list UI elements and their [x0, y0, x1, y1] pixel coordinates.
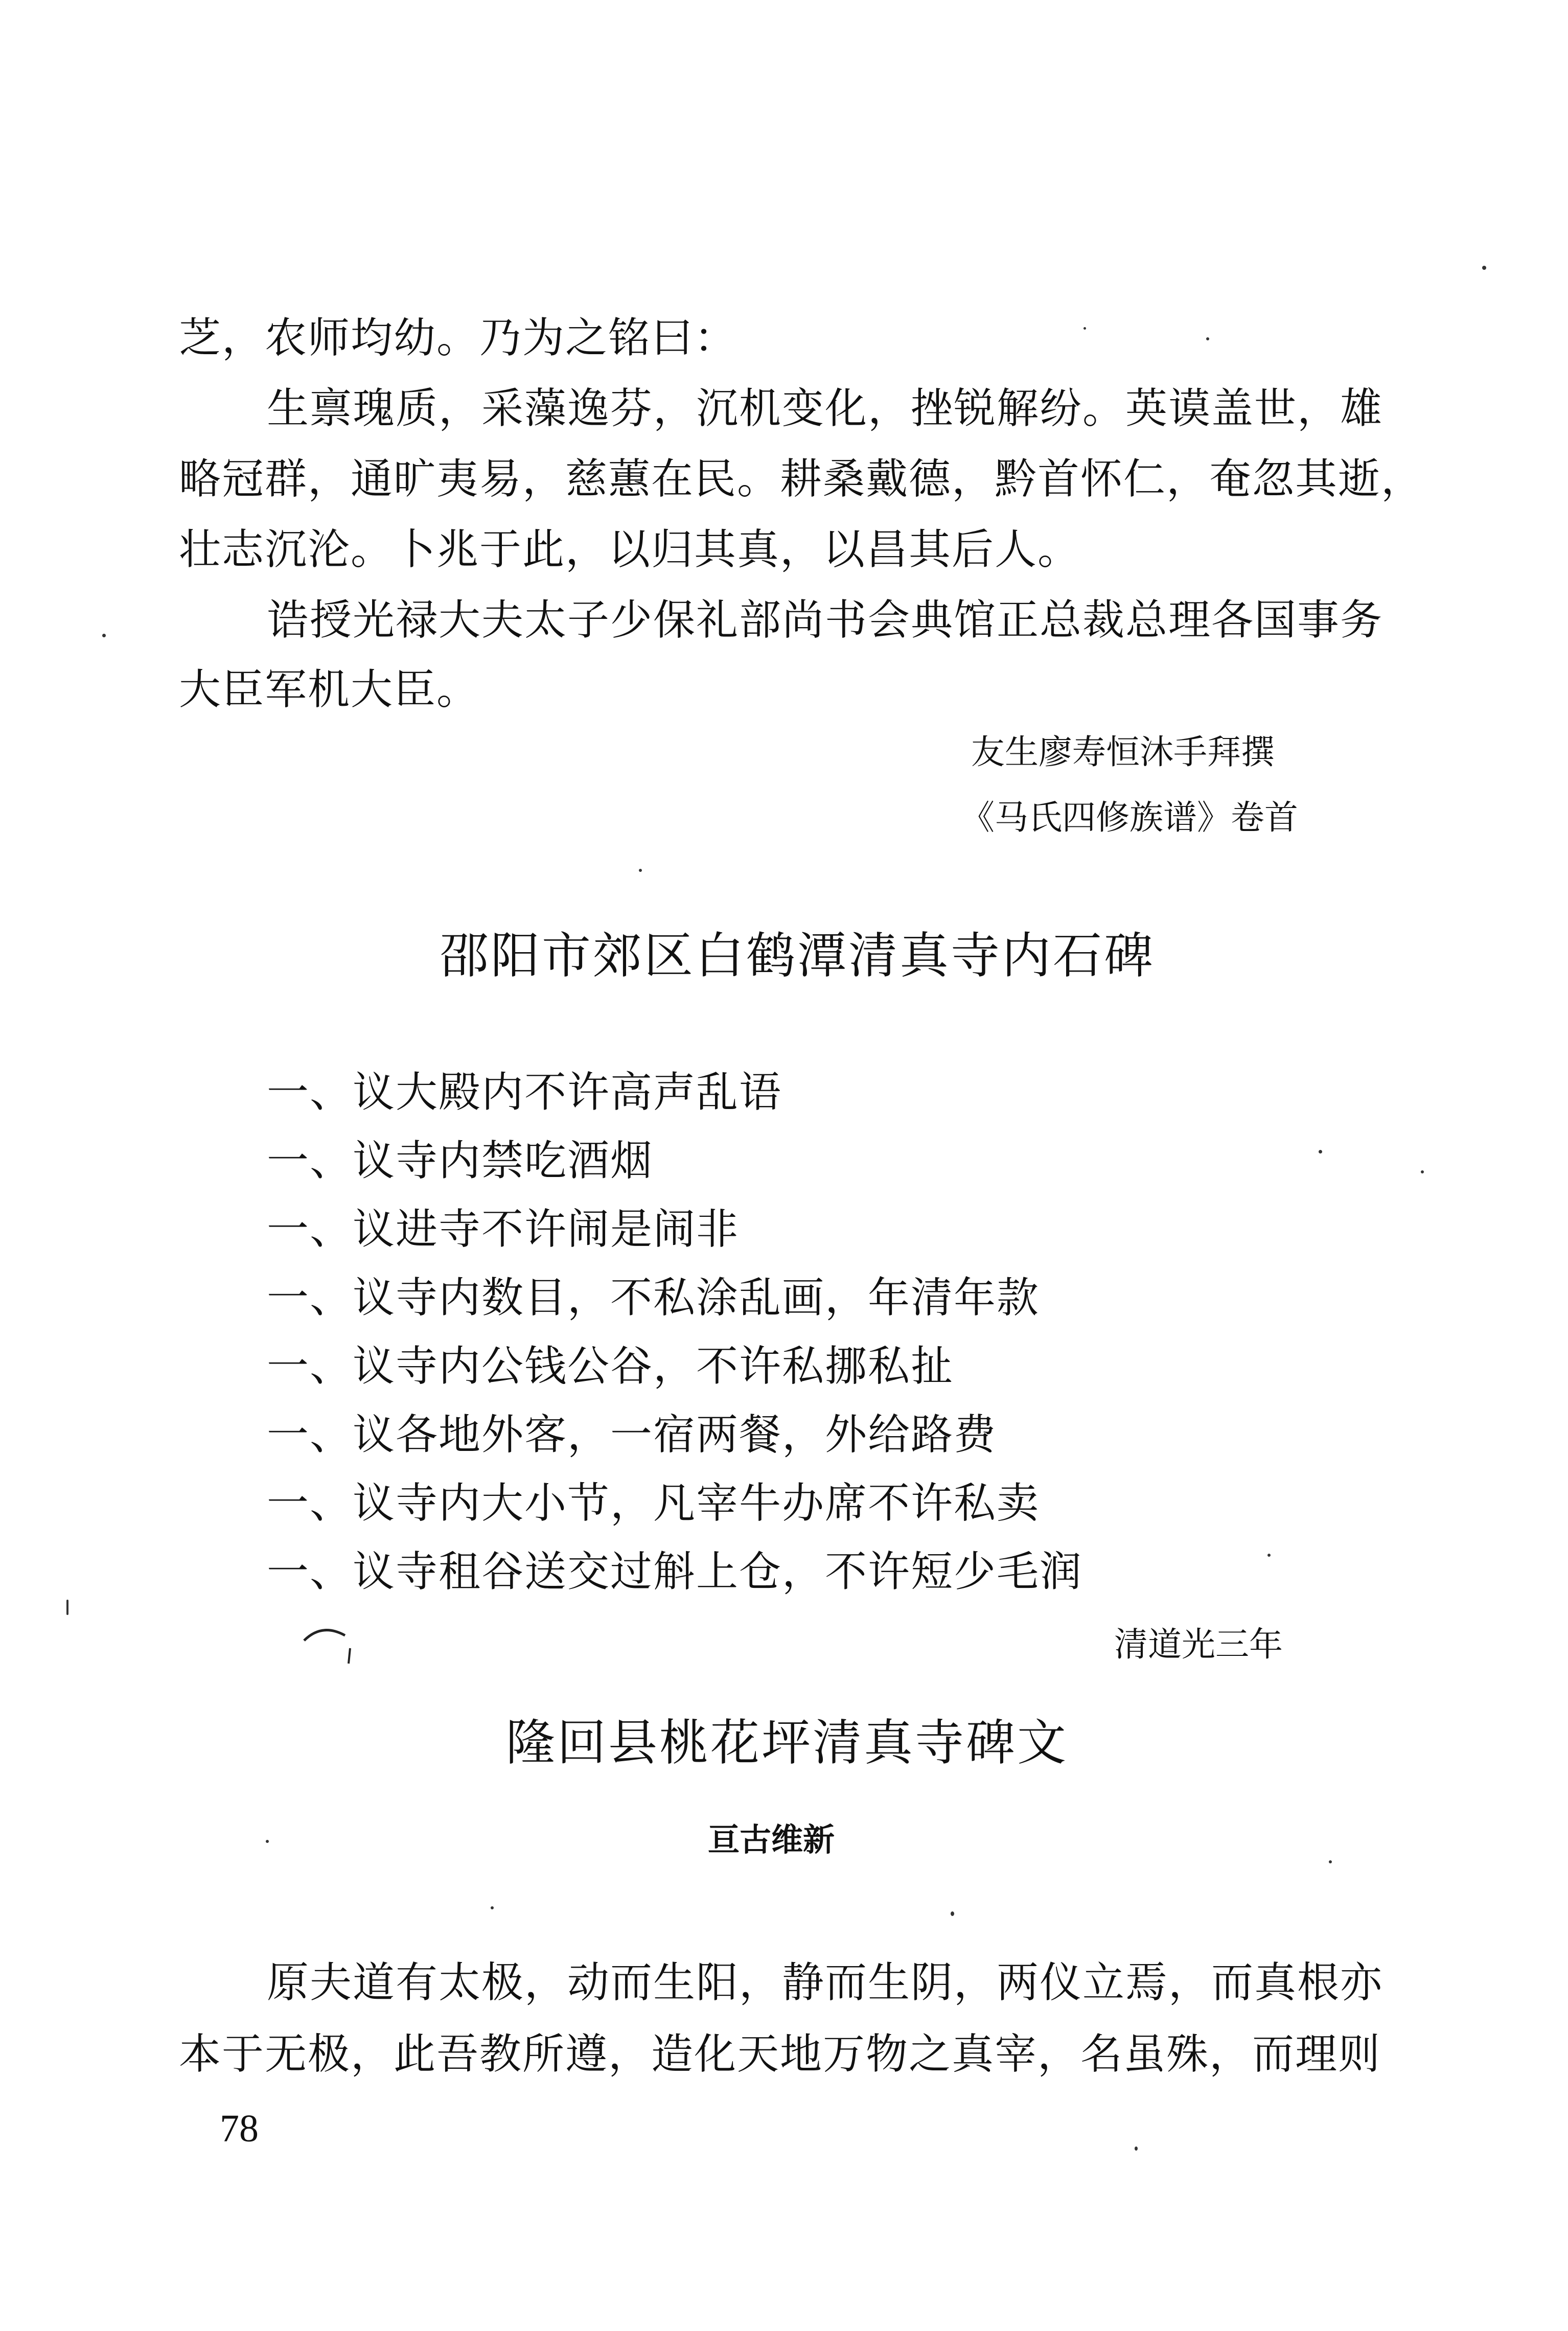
section-title: 隆回县桃花坪清真寺碑文 — [506, 1714, 1068, 1771]
rule-item: 一、议进寺不许闹是闹非 — [267, 1205, 740, 1254]
scan-speck — [266, 1840, 269, 1843]
paragraph-line: 壮志沉沦。卜兆于此，以归其真，以昌其后人。 — [179, 525, 1081, 574]
scan-speck — [1267, 1554, 1271, 1557]
scan-speck — [1421, 1170, 1424, 1173]
rule-item: 一、议寺内数目，不私涂乱画，年清年款 — [267, 1274, 1040, 1322]
scan-speck — [1206, 337, 1209, 340]
rule-item: 一、议各地外客，一宿两餐，外给路费 — [267, 1411, 997, 1459]
paragraph-line: 本于无极，此吾教所遵，造化天地万物之真宰，名虽殊，而理则 — [179, 2030, 1381, 2079]
page-number: 78 — [220, 2107, 259, 2150]
source-attribution: 《马氏四修族谱》卷首 — [961, 798, 1298, 837]
scan-mark — [302, 1620, 363, 1666]
section-subtitle: 亘古维新 — [708, 1821, 835, 1858]
paragraph-line: 生禀瑰质，采藻逸芬，沉机变化，挫锐解纷。英谟盖世，雄 — [267, 384, 1383, 433]
scan-speck — [102, 634, 106, 637]
rule-item: 一、议大殿内不许高声乱语 — [267, 1068, 782, 1117]
scan-speck — [1135, 2147, 1138, 2151]
scan-speck — [1083, 327, 1086, 330]
rule-item: 一、议寺内大小节，凡宰牛办席不许私卖 — [267, 1479, 1040, 1528]
section-date: 清道光三年 — [1114, 1625, 1283, 1664]
paragraph-line: 原夫道有太极，动而生阳，静而生阴，两仪立焉，而真根亦 — [267, 1958, 1383, 2007]
paragraph-line: 大臣军机大臣。 — [179, 665, 480, 714]
scan-speck — [639, 869, 642, 872]
paragraph-line: 芝，农师均幼。乃为之铭曰： — [179, 314, 737, 362]
rule-item: 一、议寺内禁吃酒烟 — [267, 1137, 654, 1185]
scan-speck — [66, 1600, 68, 1615]
scan-speck — [951, 1911, 954, 1916]
rule-item: 一、议寺内公钱公谷，不许私挪私扯 — [267, 1342, 954, 1391]
paragraph-line: 略冠群，通旷夷易，慈蕙在民。耕桑戴德，黔首怀仁，奄忽其逝， — [179, 455, 1424, 503]
scan-speck — [491, 1906, 494, 1909]
author-attribution: 友生廖寿恒沐手拜撰 — [971, 732, 1275, 772]
scan-speck — [1329, 1860, 1332, 1863]
section-title: 邵阳市郊区白鹤潭清真寺内石碑 — [440, 927, 1155, 984]
scan-speck — [1319, 1150, 1322, 1153]
rule-item: 一、议寺租谷送交过斛上仓，不许短少毛润 — [267, 1548, 1083, 1596]
paragraph-line: 诰授光禄大夫太子少保礼部尚书会典馆正总裁总理各国事务 — [267, 596, 1383, 644]
scan-speck — [1482, 266, 1486, 270]
